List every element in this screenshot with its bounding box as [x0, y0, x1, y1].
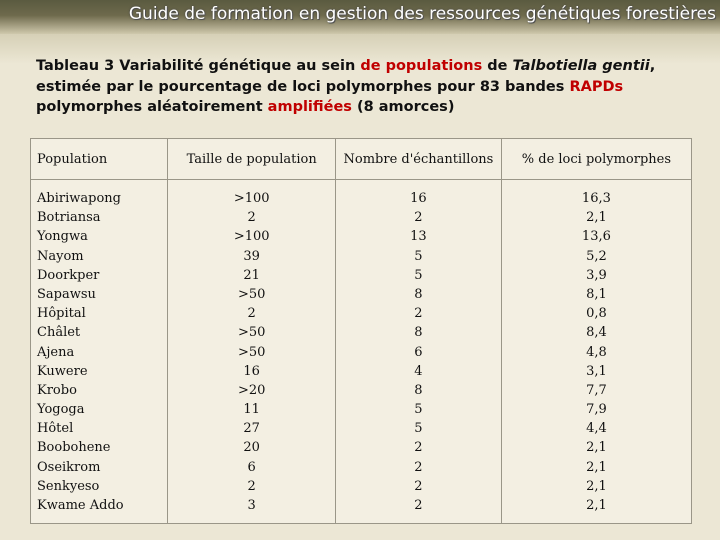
population-size-cell: 2: [247, 210, 256, 226]
population-size-cell: >50: [237, 325, 266, 341]
polymorphic-loci-cell: 3,9: [586, 267, 607, 283]
sample-count-column: [336, 180, 502, 524]
caption-highlight: amplifiées: [267, 99, 352, 115]
population-size-cell: >50: [237, 344, 266, 360]
sample-count-cell: 5: [414, 402, 423, 418]
population-size-cell: 39: [243, 248, 260, 264]
sample-count-cell: 4: [414, 363, 423, 379]
polymorphic-loci-cell: 2,1: [586, 498, 607, 513]
population-name-cell: Kuwere: [37, 363, 88, 379]
population-size-column: [168, 180, 336, 524]
population-name-cell: Boobohene: [37, 440, 111, 456]
population-name-cell: Botriansa: [37, 210, 101, 226]
polymorphic-loci-cell: 2,1: [586, 210, 607, 226]
sample-count-cell: 13: [410, 229, 427, 245]
polymorphic-loci-cell: 8,4: [586, 325, 607, 341]
polymorphic-loci-cell: 7,7: [586, 382, 607, 398]
caption-part: , estimée par le pourcentage de loci polymorphes pour 83 bandes: [36, 58, 656, 95]
population-size-cell: 11: [243, 402, 260, 418]
population-size-cell: 20: [243, 440, 260, 456]
sample-count-cell: 2: [414, 478, 423, 494]
polymorphic-loci-cell: 5,2: [586, 248, 607, 264]
population-name-cell: Senkyeso: [37, 478, 100, 494]
population-name-cell: Yongwa: [37, 229, 88, 245]
population-size-cell: 6: [247, 459, 256, 475]
population-name-cell: Nayom: [37, 248, 84, 264]
polymorphic-loci-cell: 2,1: [586, 478, 607, 494]
sample-count-cell: 2: [414, 498, 423, 513]
sample-count-cell: 16: [410, 191, 427, 206]
sample-count-cell: 5: [414, 248, 423, 264]
caption-part: polymorphes aléatoirement: [36, 99, 268, 115]
polymorphic-loci-cell: 4,8: [586, 344, 607, 360]
header-sample-count: Nombre d'échantillons: [336, 139, 502, 180]
population-column: [31, 180, 168, 524]
population-name-cell: Yogoga: [37, 402, 85, 418]
polymorphic-loci-cell: 13,6: [581, 229, 611, 245]
population-size-cell: >20: [237, 382, 266, 398]
population-size-cell: 16: [243, 363, 260, 379]
population-name-cell: Hôpital: [37, 306, 86, 322]
sample-count-cell: 2: [414, 459, 423, 475]
caption-part: Tableau 3 Variabilité génétique au sein: [36, 58, 361, 74]
population-name-cell: Sapawsu: [37, 286, 96, 302]
population-name-cell: Oseikrom: [37, 459, 101, 475]
population-name-cell: Kwame Addo: [37, 498, 124, 513]
data-table: [30, 138, 692, 524]
table-caption: [36, 56, 696, 118]
population-name-cell: Ajena: [37, 344, 75, 360]
sample-count-cell: 5: [414, 267, 423, 283]
sample-count-cell: 2: [414, 440, 423, 456]
population-size-cell: >100: [233, 191, 270, 206]
population-size-cell: 21: [243, 267, 260, 283]
polymorphic-loci-cell: 16,3: [581, 191, 611, 206]
polymorphic-loci-cell: 2,1: [586, 459, 607, 475]
header-population-size: Taille de population: [168, 139, 336, 180]
sample-count-cell: 8: [414, 382, 423, 398]
polymorphic-loci-cell: 3,1: [586, 363, 607, 379]
population-size-cell: >100: [233, 229, 270, 245]
polymorphic-loci-cell: 0,8: [586, 306, 607, 322]
header-population: Population: [31, 139, 168, 180]
population-name-cell: Doorkper: [37, 267, 100, 283]
sample-count-cell: 8: [414, 286, 423, 302]
polymorphic-loci-cell: 4,4: [586, 421, 607, 437]
header-polymorphic-loci: % de loci polymorphes: [501, 139, 691, 180]
caption-highlight: RAPDs: [569, 78, 624, 95]
sample-count-cell: 6: [414, 344, 423, 360]
caption-part: (8 amorces): [351, 99, 455, 115]
population-size-cell: 3: [247, 498, 256, 513]
title-banner: [0, 0, 720, 34]
population-size-cell: >50: [237, 286, 266, 302]
slide-header-title: Guide de formation en gestion des ressources génétiques forestières: [128, 4, 716, 24]
sample-count-cell: 5: [414, 421, 423, 437]
species-name: Talbotiella gentii: [512, 58, 650, 74]
population-name-cell: Hôtel: [37, 421, 74, 437]
sample-count-cell: 2: [414, 210, 423, 226]
population-name-cell: Abiriwapong: [37, 191, 121, 206]
population-size-cell: 2: [247, 306, 256, 322]
population-size-cell: 27: [243, 421, 260, 437]
polymorphic-loci-cell: 7,9: [586, 402, 607, 418]
polymorphic-loci-column: [501, 180, 691, 524]
population-name-cell: Krobo: [37, 382, 77, 398]
sample-count-cell: 2: [414, 306, 423, 322]
sample-count-cell: 8: [414, 325, 423, 341]
population-size-cell: 2: [247, 478, 256, 494]
population-name-cell: Châlet: [37, 325, 81, 341]
polymorphic-loci-cell: 8,1: [586, 286, 607, 302]
polymorphic-loci-cell: 2,1: [586, 440, 607, 456]
caption-highlight: de populations: [360, 58, 483, 74]
caption-part: de: [482, 58, 513, 74]
table-header-row: [31, 139, 692, 180]
table-body-row: [31, 180, 692, 524]
